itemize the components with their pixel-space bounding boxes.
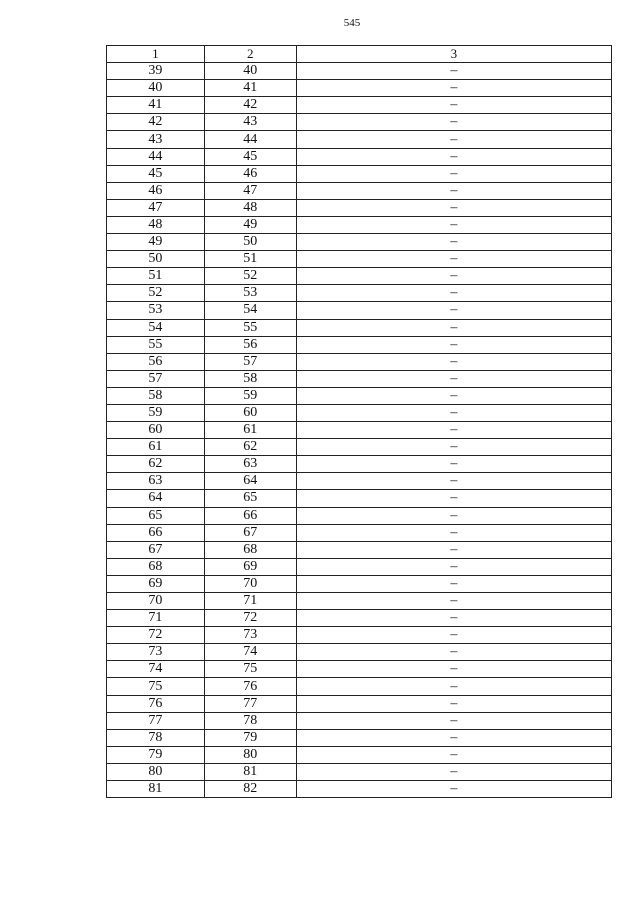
table-cell-col1: 40 bbox=[107, 80, 205, 97]
table-cell-col3: – bbox=[296, 234, 611, 251]
table-row bbox=[107, 781, 612, 798]
table-cell-col3: – bbox=[296, 541, 611, 558]
column-header-3: 3 bbox=[296, 46, 611, 63]
table-cell-col1: 73 bbox=[107, 644, 205, 661]
table-cell-col1: 69 bbox=[107, 575, 205, 592]
table-cell-col2: 59 bbox=[204, 387, 296, 404]
table-row bbox=[107, 63, 612, 80]
table-row bbox=[107, 712, 612, 729]
table-cell-col2: 58 bbox=[204, 370, 296, 387]
table-cell-col2: 79 bbox=[204, 729, 296, 746]
table-row bbox=[107, 319, 612, 336]
table-row bbox=[107, 593, 612, 610]
table-row bbox=[107, 575, 612, 592]
table-row bbox=[107, 165, 612, 182]
table-cell-col2: 47 bbox=[204, 182, 296, 199]
table-body bbox=[107, 46, 612, 798]
table-cell-col1: 50 bbox=[107, 251, 205, 268]
table-cell-col2: 61 bbox=[204, 422, 296, 439]
table-row bbox=[107, 251, 612, 268]
table-cell-col1: 42 bbox=[107, 114, 205, 131]
table-cell-col3: – bbox=[296, 422, 611, 439]
table-cell-col3: – bbox=[296, 370, 611, 387]
table-cell-col1: 48 bbox=[107, 216, 205, 233]
table-cell-col3: – bbox=[296, 610, 611, 627]
table-cell-col2: 54 bbox=[204, 302, 296, 319]
table-cell-col1: 39 bbox=[107, 63, 205, 80]
table-cell-col2: 46 bbox=[204, 165, 296, 182]
table-cell-col3: – bbox=[296, 216, 611, 233]
table-row bbox=[107, 644, 612, 661]
table-cell-col1: 66 bbox=[107, 524, 205, 541]
table-cell-col2: 73 bbox=[204, 627, 296, 644]
table-cell-col1: 54 bbox=[107, 319, 205, 336]
table-cell-col3: – bbox=[296, 182, 611, 199]
table-cell-col2: 40 bbox=[204, 63, 296, 80]
table-row bbox=[107, 404, 612, 421]
table-row bbox=[107, 746, 612, 763]
table-row bbox=[107, 439, 612, 456]
table-cell-col3: – bbox=[296, 148, 611, 165]
table-cell-col2: 41 bbox=[204, 80, 296, 97]
table-row bbox=[107, 524, 612, 541]
table-cell-col1: 46 bbox=[107, 182, 205, 199]
table-cell-col2: 44 bbox=[204, 131, 296, 148]
table-cell-col1: 43 bbox=[107, 131, 205, 148]
table-cell-col3: – bbox=[296, 593, 611, 610]
table-row bbox=[107, 473, 612, 490]
table-cell-col3: – bbox=[296, 97, 611, 114]
table-cell-col1: 76 bbox=[107, 695, 205, 712]
table-cell-col1: 79 bbox=[107, 746, 205, 763]
table-cell-col3: – bbox=[296, 199, 611, 216]
table-cell-col2: 78 bbox=[204, 712, 296, 729]
table-cell-col3: – bbox=[296, 404, 611, 421]
table-cell-col3: – bbox=[296, 165, 611, 182]
table-row bbox=[107, 610, 612, 627]
table-cell-col3: – bbox=[296, 524, 611, 541]
table-cell-col1: 71 bbox=[107, 610, 205, 627]
table-row bbox=[107, 729, 612, 746]
table-row bbox=[107, 285, 612, 302]
table-cell-col1: 58 bbox=[107, 387, 205, 404]
table-cell-col3: – bbox=[296, 763, 611, 780]
table-cell-col2: 66 bbox=[204, 507, 296, 524]
data-table bbox=[106, 45, 612, 798]
table-cell-col2: 51 bbox=[204, 251, 296, 268]
table-cell-col1: 47 bbox=[107, 199, 205, 216]
table-cell-col2: 69 bbox=[204, 558, 296, 575]
table-cell-col2: 45 bbox=[204, 148, 296, 165]
table-cell-col2: 60 bbox=[204, 404, 296, 421]
table-cell-col3: – bbox=[296, 80, 611, 97]
table-cell-col2: 70 bbox=[204, 575, 296, 592]
table-row bbox=[107, 114, 612, 131]
table-row bbox=[107, 336, 612, 353]
table-cell-col1: 55 bbox=[107, 336, 205, 353]
table-row bbox=[107, 456, 612, 473]
table-cell-col2: 56 bbox=[204, 336, 296, 353]
table-row bbox=[107, 507, 612, 524]
table-cell-col3: – bbox=[296, 285, 611, 302]
table-cell-col1: 78 bbox=[107, 729, 205, 746]
table-cell-col3: – bbox=[296, 439, 611, 456]
table-cell-col1: 53 bbox=[107, 302, 205, 319]
table-row bbox=[107, 80, 612, 97]
table-cell-col3: – bbox=[296, 507, 611, 524]
table-cell-col2: 75 bbox=[204, 661, 296, 678]
table-cell-col1: 81 bbox=[107, 781, 205, 798]
table-cell-col1: 52 bbox=[107, 285, 205, 302]
page-number: 545 bbox=[343, 17, 361, 29]
table-row bbox=[107, 695, 612, 712]
table-cell-col3: – bbox=[296, 456, 611, 473]
table-cell-col1: 75 bbox=[107, 678, 205, 695]
table-cell-col2: 72 bbox=[204, 610, 296, 627]
table-cell-col1: 45 bbox=[107, 165, 205, 182]
table-cell-col3: – bbox=[296, 302, 611, 319]
table-cell-col1: 72 bbox=[107, 627, 205, 644]
table-cell-col1: 56 bbox=[107, 353, 205, 370]
table-cell-col1: 41 bbox=[107, 97, 205, 114]
table-cell-col2: 43 bbox=[204, 114, 296, 131]
table-cell-col2: 74 bbox=[204, 644, 296, 661]
column-header-1: 1 bbox=[107, 46, 205, 63]
table-cell-col3: – bbox=[296, 268, 611, 285]
table-row bbox=[107, 387, 612, 404]
table-cell-col2: 42 bbox=[204, 97, 296, 114]
table-cell-col2: 65 bbox=[204, 490, 296, 507]
table-cell-col2: 67 bbox=[204, 524, 296, 541]
table-cell-col2: 50 bbox=[204, 234, 296, 251]
table-cell-col3: – bbox=[296, 678, 611, 695]
table-cell-col2: 80 bbox=[204, 746, 296, 763]
table-cell-col2: 82 bbox=[204, 781, 296, 798]
table-row bbox=[107, 234, 612, 251]
table-cell-col3: – bbox=[296, 114, 611, 131]
table-cell-col3: – bbox=[296, 746, 611, 763]
table-row bbox=[107, 131, 612, 148]
table-cell-col3: – bbox=[296, 558, 611, 575]
table-cell-col1: 57 bbox=[107, 370, 205, 387]
table-cell-col3: – bbox=[296, 336, 611, 353]
table-cell-col2: 77 bbox=[204, 695, 296, 712]
table-row bbox=[107, 353, 612, 370]
table-row bbox=[107, 97, 612, 114]
table-row bbox=[107, 678, 612, 695]
table-row bbox=[107, 541, 612, 558]
table-cell-col1: 44 bbox=[107, 148, 205, 165]
table-cell-col1: 60 bbox=[107, 422, 205, 439]
table-row bbox=[107, 268, 612, 285]
column-header-2: 2 bbox=[204, 46, 296, 63]
table-row bbox=[107, 370, 612, 387]
table-row bbox=[107, 763, 612, 780]
table-cell-col2: 62 bbox=[204, 439, 296, 456]
table-cell-col2: 68 bbox=[204, 541, 296, 558]
table-cell-col1: 63 bbox=[107, 473, 205, 490]
table-row bbox=[107, 182, 612, 199]
table-row bbox=[107, 558, 612, 575]
table-cell-col3: – bbox=[296, 661, 611, 678]
table-cell-col2: 71 bbox=[204, 593, 296, 610]
table-row bbox=[107, 216, 612, 233]
table-cell-col3: – bbox=[296, 575, 611, 592]
table-cell-col3: – bbox=[296, 473, 611, 490]
table-row bbox=[107, 302, 612, 319]
table-cell-col3: – bbox=[296, 353, 611, 370]
table-cell-col3: – bbox=[296, 319, 611, 336]
table-cell-col1: 49 bbox=[107, 234, 205, 251]
table-cell-col2: 76 bbox=[204, 678, 296, 695]
table-cell-col2: 64 bbox=[204, 473, 296, 490]
table-cell-col1: 80 bbox=[107, 763, 205, 780]
table-cell-col2: 63 bbox=[204, 456, 296, 473]
table-cell-col3: – bbox=[296, 63, 611, 80]
table-cell-col2: 55 bbox=[204, 319, 296, 336]
table-cell-col1: 64 bbox=[107, 490, 205, 507]
table-cell-col3: – bbox=[296, 387, 611, 404]
table-row bbox=[107, 148, 612, 165]
table-cell-col2: 49 bbox=[204, 216, 296, 233]
table-cell-col3: – bbox=[296, 490, 611, 507]
table-cell-col2: 48 bbox=[204, 199, 296, 216]
table-cell-col3: – bbox=[296, 131, 611, 148]
table-cell-col1: 67 bbox=[107, 541, 205, 558]
table-cell-col1: 51 bbox=[107, 268, 205, 285]
table-row bbox=[107, 661, 612, 678]
table-cell-col1: 77 bbox=[107, 712, 205, 729]
table-header-row bbox=[107, 46, 612, 63]
table-cell-col3: – bbox=[296, 712, 611, 729]
table-cell-col2: 52 bbox=[204, 268, 296, 285]
table-cell-col1: 74 bbox=[107, 661, 205, 678]
table-cell-col1: 70 bbox=[107, 593, 205, 610]
table-cell-col2: 53 bbox=[204, 285, 296, 302]
table-cell-col2: 81 bbox=[204, 763, 296, 780]
table-cell-col1: 61 bbox=[107, 439, 205, 456]
table-cell-col2: 57 bbox=[204, 353, 296, 370]
table-cell-col3: – bbox=[296, 627, 611, 644]
table-cell-col3: – bbox=[296, 729, 611, 746]
table-cell-col3: – bbox=[296, 781, 611, 798]
table-cell-col1: 65 bbox=[107, 507, 205, 524]
table-cell-col1: 62 bbox=[107, 456, 205, 473]
table-cell-col3: – bbox=[296, 695, 611, 712]
table-row bbox=[107, 490, 612, 507]
table-cell-col1: 59 bbox=[107, 404, 205, 421]
table-row bbox=[107, 422, 612, 439]
table-cell-col1: 68 bbox=[107, 558, 205, 575]
table-row bbox=[107, 627, 612, 644]
table-cell-col3: – bbox=[296, 644, 611, 661]
table-cell-col3: – bbox=[296, 251, 611, 268]
table-row bbox=[107, 199, 612, 216]
